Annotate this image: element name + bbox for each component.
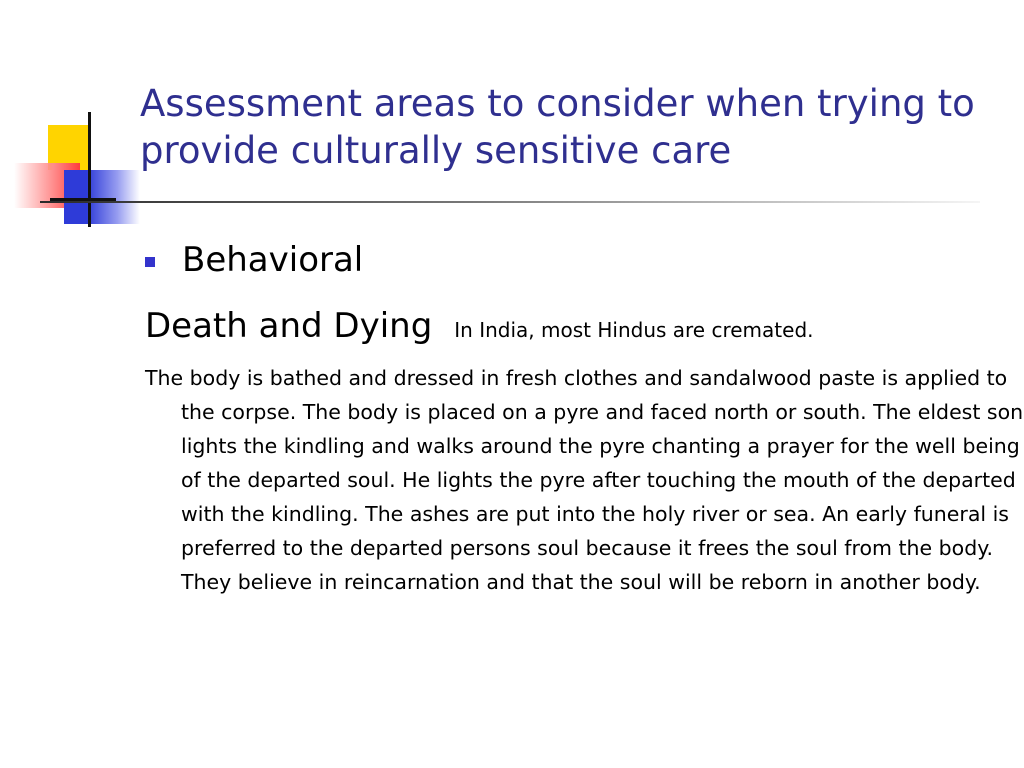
bullet-item	[145, 238, 363, 282]
slide-title: Assessment areas to consider when trying to provide culturally sensitive care	[140, 82, 975, 172]
logo-blue-square	[64, 170, 140, 224]
subheading: Death and Dying	[145, 306, 433, 346]
body-paragraph: The body is bathed and dressed in fresh clothes and sandalwood paste is applied to the corpse. The body is placed on a pyre and faced north or south. The eldest son lights the kindling and walks around the pyre chanting a prayer for the well being of the departed soul. He lights the pyre after touching the mouth of the departed with the kindling. The ashes are put into the holy river or sea. An early funeral is preferred to the departed persons soul because it frees the soul from the body. They believe in reincarnation and that the soul will be reborn in another body.	[145, 366, 1024, 594]
bullet-text: Behavioral	[182, 240, 364, 280]
bullet-square-icon	[145, 257, 155, 267]
title-divider	[40, 201, 980, 203]
subheading-line	[145, 304, 814, 348]
slide-logo-graphic	[0, 0, 160, 240]
logo-vertical-line	[88, 112, 91, 227]
subheading-note: In India, most Hindus are cremated.	[454, 318, 814, 342]
